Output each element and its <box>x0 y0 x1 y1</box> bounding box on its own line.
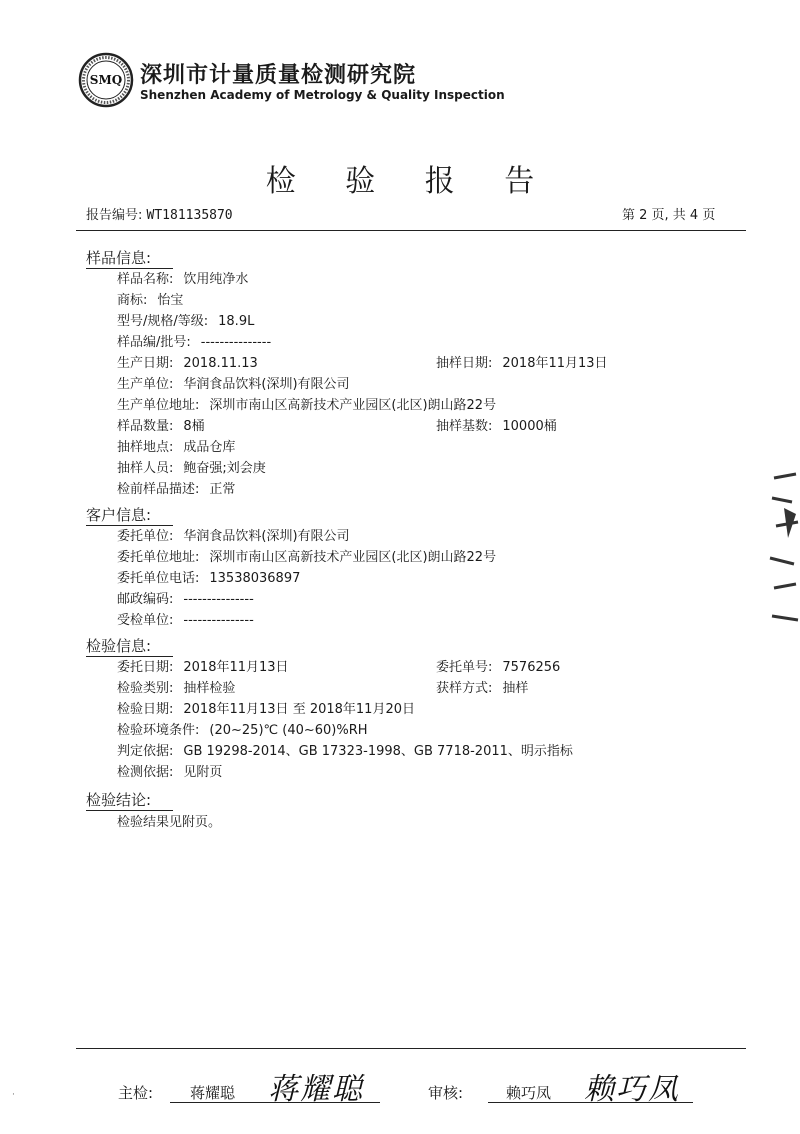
inspection-row: 检验环境条件: (20~25)℃ (40~60)%RH <box>117 723 368 738</box>
reviewer-label: 审核: <box>428 1084 464 1102</box>
sample-row: 型号/规格/等级: 18.9L <box>117 314 255 329</box>
inspection-row: 委托日期: 2018年11月13日 <box>117 660 289 675</box>
sample-row: 样品数量: 8桶 <box>117 419 205 434</box>
sample-row: 生产单位地址: 深圳市南山区高新技术产业园区(北区)朗山路22号 <box>117 398 497 413</box>
inspection-row: 判定依据: GB 19298-2014、GB 17323-1998、GB 7718-2011、明示指标 <box>117 744 573 759</box>
inspection-row: 获样方式: 抽样 <box>436 681 529 696</box>
report-number-value: WT181135870 <box>146 208 233 223</box>
edge-mark: · <box>12 1090 15 1100</box>
section-heading-conclusion: 检验结论: <box>86 791 173 811</box>
smq-logo-icon <box>78 52 134 108</box>
client-row: 邮政编码: --------------- <box>117 592 254 607</box>
inspection-row: 检验类别: 抽样检验 <box>117 681 236 696</box>
sample-row: 抽样地点: 成品仓库 <box>117 440 236 455</box>
conclusion-text: 检验结果见附页。 <box>117 815 222 830</box>
header-divider <box>76 230 746 231</box>
client-row: 委托单位电话: 13538036897 <box>117 571 301 586</box>
sample-row: 抽样基数: 10000桶 <box>436 419 557 434</box>
inspection-row: 检验日期: 2018年11月13日 至 2018年11月20日 <box>117 702 415 717</box>
inspector-signature: 蒋耀聪 <box>268 1072 364 1107</box>
client-row: 受检单位: --------------- <box>117 613 254 628</box>
sample-row: 样品名称: 饮用纯净水 <box>117 272 249 287</box>
inspector-label: 主检: <box>118 1084 154 1102</box>
sample-row: 生产日期: 2018.11.13 <box>117 356 258 371</box>
sample-row: 抽样人员: 鲍奋强;刘会庚 <box>117 461 266 476</box>
inspector-name: 蒋耀聪 <box>190 1084 236 1102</box>
sample-row: 抽样日期: 2018年11月13日 <box>436 356 608 371</box>
inspection-row: 检测依据: 见附页 <box>117 765 223 780</box>
footer-divider <box>76 1048 746 1049</box>
section-heading-client: 客户信息: <box>86 506 173 526</box>
logo-text: SMQ <box>89 73 123 87</box>
page-info: 第 2 页, 共 4 页 <box>622 208 716 223</box>
reviewer-signature: 赖巧凤 <box>584 1072 680 1107</box>
report-title: 检 验 报 告 <box>265 164 555 199</box>
org-name-en: Shenzhen Academy of Metrology & Quality Inspection <box>140 88 505 102</box>
org-name-cn: 深圳市计量质量检测研究院 <box>140 63 417 88</box>
report-number-label: 报告编号: <box>86 208 143 223</box>
client-row: 委托单位: 华润食品饮料(深圳)有限公司 <box>117 529 350 544</box>
client-row: 委托单位地址: 深圳市南山区高新技术产业园区(北区)朗山路22号 <box>117 550 497 565</box>
sample-row: 检前样品描述: 正常 <box>117 482 236 497</box>
inspection-row: 委托单号: 7576256 <box>436 660 561 675</box>
sample-row: 商标: 怡宝 <box>117 293 184 308</box>
reviewer-name: 赖巧凤 <box>506 1084 552 1102</box>
sample-row: 样品编/批号: --------------- <box>117 335 272 350</box>
sample-row: 生产单位: 华润食品饮料(深圳)有限公司 <box>117 377 350 392</box>
report-number <box>86 204 233 223</box>
section-heading-sample: 样品信息: <box>86 249 173 269</box>
section-heading-inspection: 检验信息: <box>86 637 173 657</box>
seal-fragment-icon <box>762 468 800 628</box>
